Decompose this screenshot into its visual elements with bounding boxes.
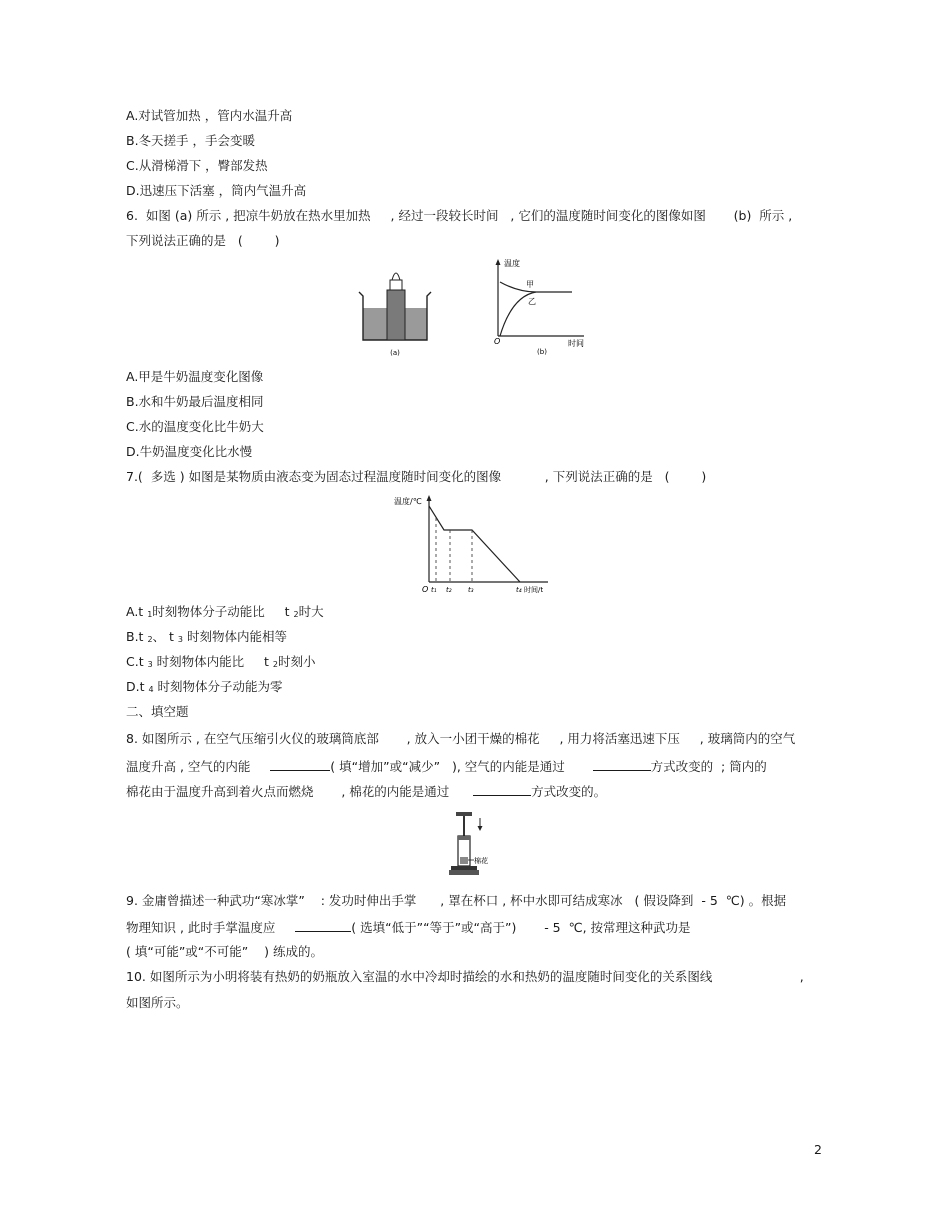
cooling-curve-graph (392, 492, 562, 602)
cotton (460, 857, 468, 864)
q7-a-mid: 时刻物体分子动能比 t (152, 604, 294, 619)
q7-c-mid: 时刻物体内能比 t (152, 654, 273, 669)
q7-a-sub2: 2 (293, 610, 299, 619)
q7-b-pre: B.t (126, 629, 148, 644)
bottle-neck (390, 280, 402, 290)
q5-option-c: C.从滑梯滑下 ，臀部发热 (126, 158, 268, 173)
q9-line2-a: 物理知识 , 此时手掌温度应 (126, 920, 296, 935)
q7-tick-t1: t₁ (431, 586, 437, 594)
section-fill-in-blank-heading: 二、填空题 (126, 704, 189, 719)
q7-option-b (126, 629, 287, 648)
q8-line3-a: 棉花由于温度升高到着火点而燃烧 , 棉花的内能是通过 (126, 784, 474, 799)
q8-line3 (126, 782, 606, 800)
q7-tick-t2: t₂ (446, 586, 452, 594)
q6-option-a: A.甲是牛奶温度变化图像 (126, 369, 264, 384)
q8-line2-b: ( 填“增加”或“减少” ), 空气的内能是通过 (330, 759, 593, 774)
q8-line2 (126, 757, 767, 775)
q7-tick-t3: t₃ (468, 586, 474, 594)
q8-line3-b: 方式改变的。 (531, 784, 607, 799)
fig-b-ylabel: 温度 (504, 259, 520, 268)
bottle-nipple (392, 273, 400, 280)
q8-blank-1[interactable] (270, 757, 330, 771)
q7-origin: O (422, 585, 429, 594)
piston-head (458, 836, 470, 840)
q7-y-axis-arrow (427, 495, 432, 501)
q8-fig-label: 棉花 (474, 857, 488, 865)
q7-a-pre: A.t (126, 604, 148, 619)
down-arrow-icon (478, 826, 483, 831)
q7-c-post: 时刻小 (277, 654, 316, 669)
fig-b-caption: (b) (537, 348, 547, 356)
compression-igniter (446, 810, 502, 878)
q5-option-b: B.冬天搓手 ，手会变暖 (126, 133, 256, 148)
q7-c-sub1: 3 (147, 660, 153, 669)
q8-line2-a: 温度升高 , 空气的内能 (126, 759, 271, 774)
temperature-graph (488, 256, 598, 356)
base-plate (451, 866, 477, 870)
fig-a-caption: (a) (390, 349, 400, 357)
q10-line1: 10. 如图所示为小明将装有热奶的奶瓶放入室温的水中冷却时描绘的水和热奶的温度随时间变化的关系图线 , (126, 969, 804, 984)
q6-figure-a (355, 262, 435, 362)
q9-blank-1[interactable] (295, 918, 351, 932)
curve-jia (500, 282, 572, 292)
q9-line3: ( 填“可能”或“不可能” ) 练成的。 (126, 944, 323, 959)
q7-b-mid: 、 t (152, 629, 178, 644)
q7-a-post: 时大 (298, 604, 324, 619)
q7-option-a (126, 604, 324, 623)
q9-line2-b: ( 选填“低于”“等于”或“高于”) - 5 ℃, 按常理这种武功是 (351, 920, 691, 935)
q7-cooling-curve (429, 506, 520, 582)
milk-bottle (387, 290, 405, 340)
q5-option-a: A.对试管加热 ，管内水温升高 (126, 108, 293, 123)
q7-b-sub2: 3 (177, 635, 183, 644)
q7-d-sub1: 4 (148, 685, 154, 694)
fig-b-xlabel: 时间 (568, 339, 584, 348)
label-jia: 甲 (526, 280, 534, 289)
q7-option-d (126, 679, 283, 698)
q6-option-d: D.牛奶温度变化比水慢 (126, 444, 253, 459)
q7-option-c (126, 654, 316, 673)
q7-ylabel: 温度/℃ (394, 497, 422, 506)
q9-line2 (126, 918, 691, 936)
q8-line1: 8. 如图所示 , 在空气压缩引火仪的玻璃筒底部 , 放入一小团干燥的棉花 , 用力将活塞迅速下压 , 玻璃筒内的空气 (126, 731, 796, 746)
q6-option-c: C.水的温度变化比牛奶大 (126, 419, 264, 434)
q8-blank-3[interactable] (473, 782, 531, 796)
q7-tick-t4: t₄ (516, 586, 522, 594)
q7-figure (392, 492, 562, 602)
q6-option-b: B.水和牛奶最后温度相同 (126, 394, 264, 409)
q8-blank-2[interactable] (593, 757, 651, 771)
fig-b-origin: O (494, 337, 501, 346)
q7-d-post: 时刻物体分子动能为零 (153, 679, 283, 694)
q7-stem: 7.( 多选 ) 如图是某物质由液态变为固态过程温度随时间变化的图像 , 下列说法正确的是 ( ) (126, 469, 707, 484)
q7-a-sub1: 1 (147, 610, 153, 619)
q6-stem-line2: 下列说法正确的是 ( ) (126, 233, 280, 248)
q8-line2-c: 方式改变的 ; 筒内的 (650, 759, 767, 774)
label-yi: 乙 (528, 297, 536, 306)
page-number: 2 (814, 1142, 822, 1157)
q5-option-d: D.迅速压下活塞 ，筒内气温升高 (126, 183, 307, 198)
q10-line2: 如图所示。 (126, 995, 189, 1010)
q7-b-sub1: 2 (147, 635, 153, 644)
base (449, 870, 479, 875)
q6-figure-b (488, 256, 598, 356)
beaker-diagram (355, 262, 435, 362)
q9-line1: 9. 金庸曾描述一种武功“寒冰掌” : 发功时伸出手掌 , 罩在杯口 , 杯中水即可结成寒冰 ( 假设降到 - 5 ℃) 。根据 (126, 893, 787, 908)
q7-b-post: 时刻物体内能相等 (182, 629, 287, 644)
q8-figure (446, 810, 502, 878)
q6-stem-line1: 6. 如图 (a) 所示 , 把凉牛奶放在热水里加热 , 经过一段较长时间 , 它们的温度随时间变化的图像如图 (b) 所示 , (126, 208, 793, 223)
q7-d-pre: D.t (126, 679, 149, 694)
piston-handle (456, 812, 472, 816)
q7-c-sub2: 2 (272, 660, 278, 669)
y-axis-arrow (496, 259, 501, 265)
q7-xlabel: 时间/t (524, 586, 544, 594)
q7-c-pre: C.t (126, 654, 148, 669)
